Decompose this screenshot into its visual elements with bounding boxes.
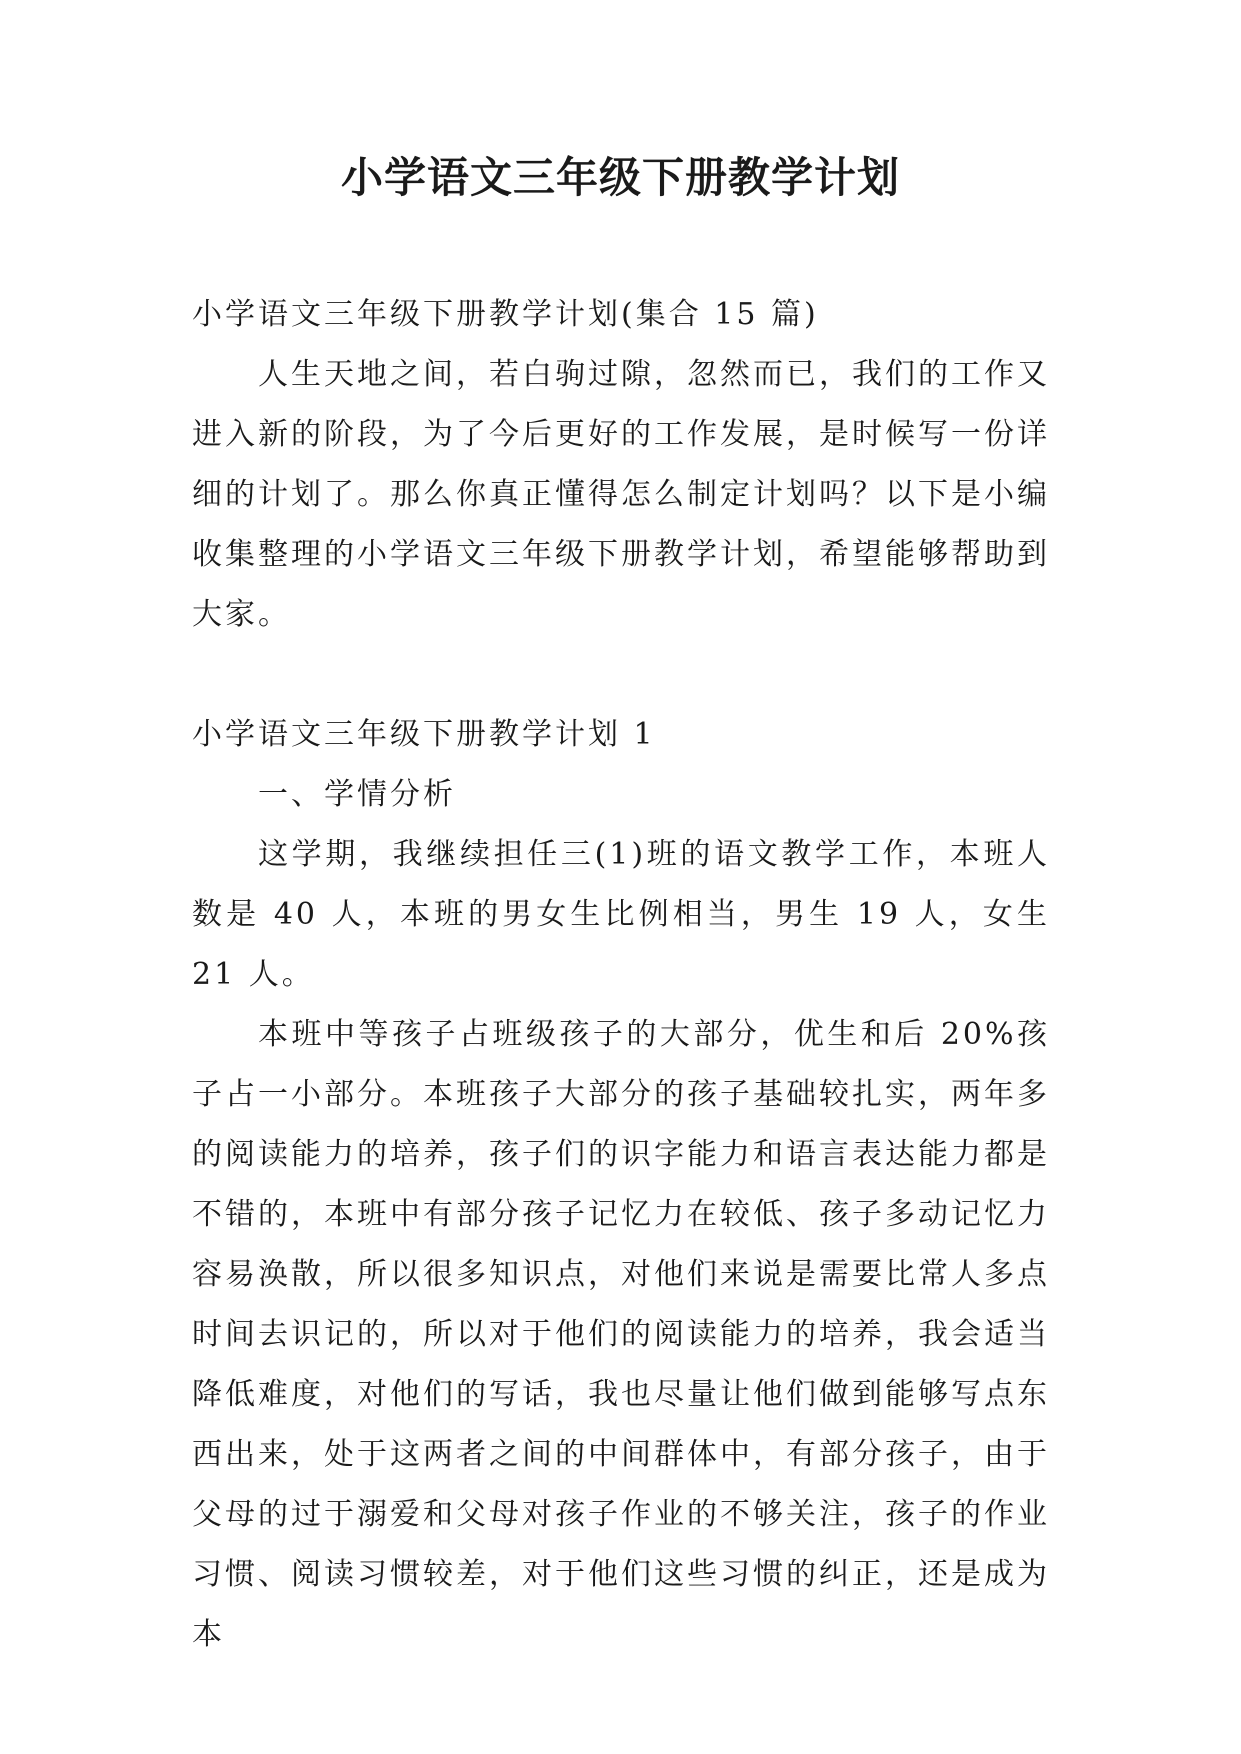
document-title: 小学语文三年级下册教学计划: [340, 153, 900, 202]
body-paragraph: 本班中等孩子占班级孩子的大部分，优生和后 20%孩子占一小部分。本班孩子大部分的孩子基础较扎实，两年多的阅读能力的培养，孩子们的识字能力和语言表达能力都是不错的，本班中有部分孩子记忆力在较低、孩子多动记忆力容易涣散，所以很多知识点，对他们来说是需要比常人多点时间去识记的，所以对于他们的阅读能力的培养，我会适当降低难度，对他们的写话，我也尽量让他们做到能够写点东西出来，处于这两者之间的中间群体中，有部分孩子，由于父母的过于溺爱和父母对孩子作业的不够关注，孩子的作业习惯、阅读习惯较差，对于他们这些习惯的纠正，还是成为本: [192, 1017, 1050, 1652]
document-body: [192, 285, 1050, 1665]
document-subtitle: 小学语文三年级下册教学计划(集合 15 篇): [192, 297, 819, 332]
section-heading: 一、学情分析: [258, 777, 456, 812]
intro-paragraph: 人生天地之间，若白驹过隙，忽然而已，我们的工作又进入新的阶段，为了今后更好的工作发展，是时候写一份详细的计划了。那么你真正懂得怎么制定计划吗？以下是小编收集整理的小学语文三年级下册教学计划，希望能够帮助到大家。: [192, 357, 1050, 632]
body-paragraph: 这学期，我继续担任三(1)班的语文教学工作，本班人数是 40 人，本班的男女生比例相当，男生 19 人，女生 21 人。: [192, 837, 1050, 992]
section-title: 小学语文三年级下册教学计划 1: [192, 717, 656, 752]
section-spacer: [192, 645, 1050, 705]
